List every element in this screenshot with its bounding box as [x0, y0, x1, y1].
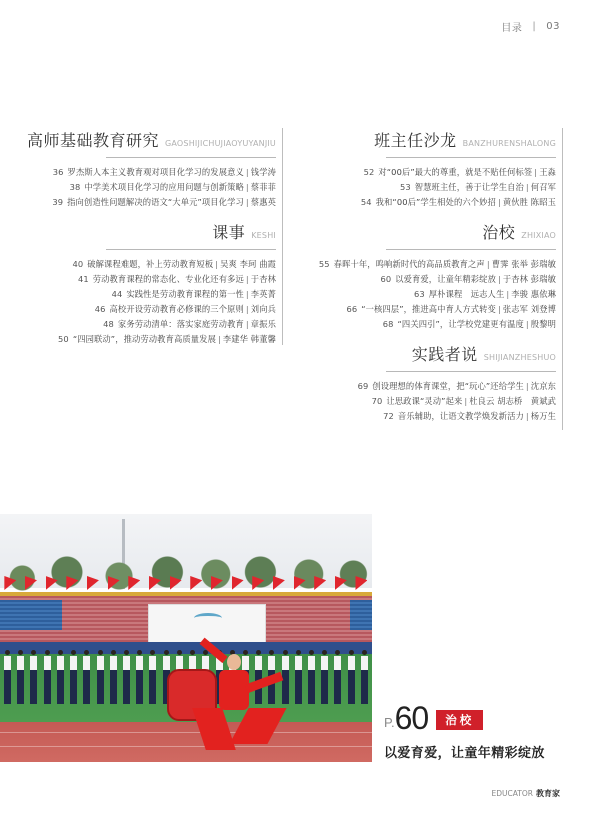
toc-entry[interactable] [300, 165, 556, 180]
entry-page: 55 [318, 259, 330, 269]
entry-separator: | [525, 381, 529, 391]
martial-arts-performer [185, 654, 285, 754]
toc-entries [300, 257, 556, 332]
entry-title: 以爱育爱，让童年精彩绽放 [395, 274, 496, 284]
entry-title: “四园联动”，推动劳动教育高质量发展 [72, 334, 216, 344]
section-divider [386, 157, 556, 158]
entry-authors: 吴爽 李珂 曲霞 [220, 259, 276, 269]
toc-entry[interactable] [300, 302, 556, 317]
entry-page: 44 [111, 289, 123, 299]
entry-page: 36 [52, 167, 64, 177]
entry-title: 创设理想的体育课堂，把“玩心”还给学生 [372, 381, 524, 391]
section-title: 课事 [212, 223, 246, 242]
entry-page: 69 [357, 381, 369, 391]
entry-title: 高校开设劳动教育必修课的三个原则 [109, 304, 244, 314]
entry-title: 让思政课“灵动”起来 [386, 396, 463, 406]
section-heading [300, 342, 556, 364]
toc-entry[interactable] [300, 317, 556, 332]
section-divider [106, 249, 276, 250]
toc-entry[interactable] [300, 180, 556, 195]
section-title: 高师基础教育研究 [26, 131, 159, 150]
toc-entry[interactable] [20, 317, 276, 332]
feature-page-number: 60 [394, 700, 429, 736]
entry-authors: 刘向兵 [250, 304, 276, 314]
header-separator: | [532, 21, 537, 32]
entry-title: 对“00后”最大的尊重，就是不贴任何标签 [378, 167, 533, 177]
toc-section-banzhuren [300, 128, 556, 210]
entry-authors: 王淼 [539, 167, 556, 177]
entry-separator: | [525, 411, 529, 421]
entry-authors: 李建华 韩董馨 [222, 334, 276, 344]
section-divider [386, 371, 556, 372]
toc-section-keshi [20, 220, 276, 347]
entry-separator: | [245, 304, 249, 314]
toc-entry[interactable] [300, 257, 556, 272]
entry-separator: | [497, 274, 501, 284]
entry-page: 72 [383, 411, 394, 421]
section-pinyin: SHIJIANZHESHUO [483, 353, 556, 362]
entry-separator: | [506, 289, 510, 299]
toc-entry[interactable] [300, 287, 556, 302]
entry-title: 指向创造性问题解决的语文“大单元”项目化学习 [67, 197, 244, 207]
entry-title: 劳动教育课程的常态化、专业化还有多远 [92, 274, 244, 284]
entry-title: 厚朴课程 远志人生 [428, 289, 505, 299]
page-number: 03 [546, 21, 560, 32]
page-footer [492, 788, 560, 799]
entry-separator: | [534, 167, 538, 177]
entry-page: 68 [382, 319, 394, 329]
entry-authors: 张志军 刘登博 [502, 304, 556, 314]
entry-page: 46 [94, 304, 106, 314]
entry-separator: | [215, 259, 219, 269]
entry-page: 40 [72, 259, 84, 269]
toc-entries [300, 165, 556, 210]
section-title: 实践者说 [411, 345, 478, 364]
toc-entries [300, 379, 556, 424]
toc-entry[interactable] [20, 257, 276, 272]
feature-title: 以爱育爱，让童年精彩绽放 [384, 746, 545, 761]
entry-title: 智慧班主任，善于让学生自治 [414, 182, 524, 192]
toc-entry[interactable] [20, 287, 276, 302]
toc-entries [20, 165, 276, 210]
entry-title: 罗杰斯人本主义教育观对项目化学习的发展意义 [67, 167, 244, 177]
entry-page: 41 [77, 274, 89, 284]
toc-right-column [300, 128, 563, 430]
toc-section-shijianzhe [300, 342, 556, 424]
toc-entries [20, 257, 276, 347]
entry-authors: 蔡菲菲 [250, 182, 276, 192]
entry-authors: 蔡惠英 [250, 197, 276, 207]
toc-entry[interactable] [300, 195, 556, 210]
section-divider [106, 157, 276, 158]
entry-authors: 杜良云 胡志桥 黄斌武 [469, 396, 556, 406]
toc-entry[interactable] [300, 409, 556, 424]
section-divider [386, 249, 556, 250]
entry-authors: 章振乐 [250, 319, 276, 329]
section-heading [20, 128, 276, 150]
entry-separator: | [525, 319, 529, 329]
entry-authors: 沈京东 [530, 381, 556, 391]
entry-separator: | [245, 289, 249, 299]
feature-page-prefix: P. [384, 715, 395, 730]
entry-authors: 李英菁 [250, 289, 276, 299]
entry-separator: | [486, 259, 490, 269]
section-heading [20, 220, 276, 242]
entry-separator: | [464, 396, 468, 406]
section-label: 目录 [501, 23, 523, 34]
entry-page: 39 [52, 197, 64, 207]
entry-title: “四关四引”，让学校党建更有温度 [397, 319, 524, 329]
entry-page: 60 [380, 274, 392, 284]
entry-title: 我和“00后”学生相处的六个妙招 [375, 197, 496, 207]
entry-authors: 何召军 [530, 182, 556, 192]
brand-en: EDUCATOR [491, 789, 533, 798]
entry-separator: | [245, 167, 249, 177]
stand-seats-right [350, 600, 372, 630]
entry-separator: | [245, 197, 249, 207]
toc-entry[interactable] [20, 272, 276, 287]
stadium-banner [148, 604, 266, 644]
entry-title: 中学美术项目化学习的应用问题与创新策略 [84, 182, 244, 192]
entry-authors: 曹霁 张举 彭瑞敏 [491, 259, 556, 269]
toc-entry[interactable] [20, 180, 276, 195]
toc-entry[interactable] [300, 379, 556, 394]
entry-authors: 殷黎明 [530, 319, 556, 329]
stand-seats-left [0, 600, 62, 630]
entry-page: 54 [360, 197, 372, 207]
section-heading [300, 128, 556, 150]
toc-section-zhixiao [300, 220, 556, 332]
entry-page: 48 [103, 319, 114, 329]
toc-entry[interactable] [20, 195, 276, 210]
entry-authors: 黄伙胜 陈昭玉 [502, 197, 556, 207]
toc-section-gaoshi [20, 128, 276, 210]
entry-title: 春晖十年，鸣响新时代的高品质教育之声 [333, 259, 485, 269]
page-header [501, 19, 560, 34]
entry-separator: | [245, 182, 249, 192]
section-title: 班主任沙龙 [374, 131, 457, 150]
feature-heading [384, 700, 594, 736]
entry-title: 破解课程难题，补上劳动教育短板 [87, 259, 214, 269]
entry-separator: | [497, 197, 501, 207]
entry-page: 50 [58, 334, 69, 344]
entry-page: 38 [69, 182, 81, 192]
toc-entry[interactable] [20, 302, 276, 317]
entry-separator: | [245, 274, 249, 284]
entry-authors: 于杏林 彭瑞敏 [502, 274, 556, 284]
entry-page: 53 [399, 182, 411, 192]
section-pinyin: ZHIXIAO [521, 231, 556, 240]
section-pinyin: GAOSHIJICHUJIAOYUYANJIU [164, 139, 276, 148]
entry-page: 66 [346, 304, 358, 314]
entry-authors: 李骏 惠依琳 [511, 289, 556, 299]
entry-page: 63 [414, 289, 425, 299]
section-pinyin: BANZHURENSHALONG [462, 139, 556, 148]
entry-authors: 杨万生 [530, 411, 556, 421]
feature-photo [0, 514, 372, 762]
feature-section-tag: 治校 [436, 710, 483, 730]
toc-entry[interactable] [20, 332, 276, 347]
toc-entry[interactable] [300, 272, 556, 287]
entry-separator: | [245, 319, 249, 329]
brand-cn: 教育家 [536, 789, 560, 798]
entry-page: 70 [371, 396, 383, 406]
toc-entry[interactable] [300, 394, 556, 409]
toc-left-column [20, 128, 283, 345]
entry-authors: 钱学涛 [250, 167, 276, 177]
section-title: 治校 [482, 223, 516, 242]
section-pinyin: KESHI [251, 231, 276, 240]
entry-title: 家务劳动清单：落实家庭劳动教育 [117, 319, 244, 329]
entry-title: 音乐辅助，让语文教学焕发新活力 [397, 411, 524, 421]
feature-callout[interactable] [384, 700, 594, 761]
entry-separator: | [497, 304, 501, 314]
entry-authors: 于杏林 [250, 274, 276, 284]
entry-title: “一核四层”，推进高中育人方式转变 [361, 304, 496, 314]
banner-logo-icon [194, 613, 222, 623]
flag-row [0, 576, 372, 592]
entry-separator: | [217, 334, 221, 344]
entry-title: 实践性是劳动教育课程的第一性 [126, 289, 244, 299]
toc-entry[interactable] [20, 165, 276, 180]
entry-separator: | [525, 182, 529, 192]
section-heading [300, 220, 556, 242]
entry-page: 52 [363, 167, 375, 177]
